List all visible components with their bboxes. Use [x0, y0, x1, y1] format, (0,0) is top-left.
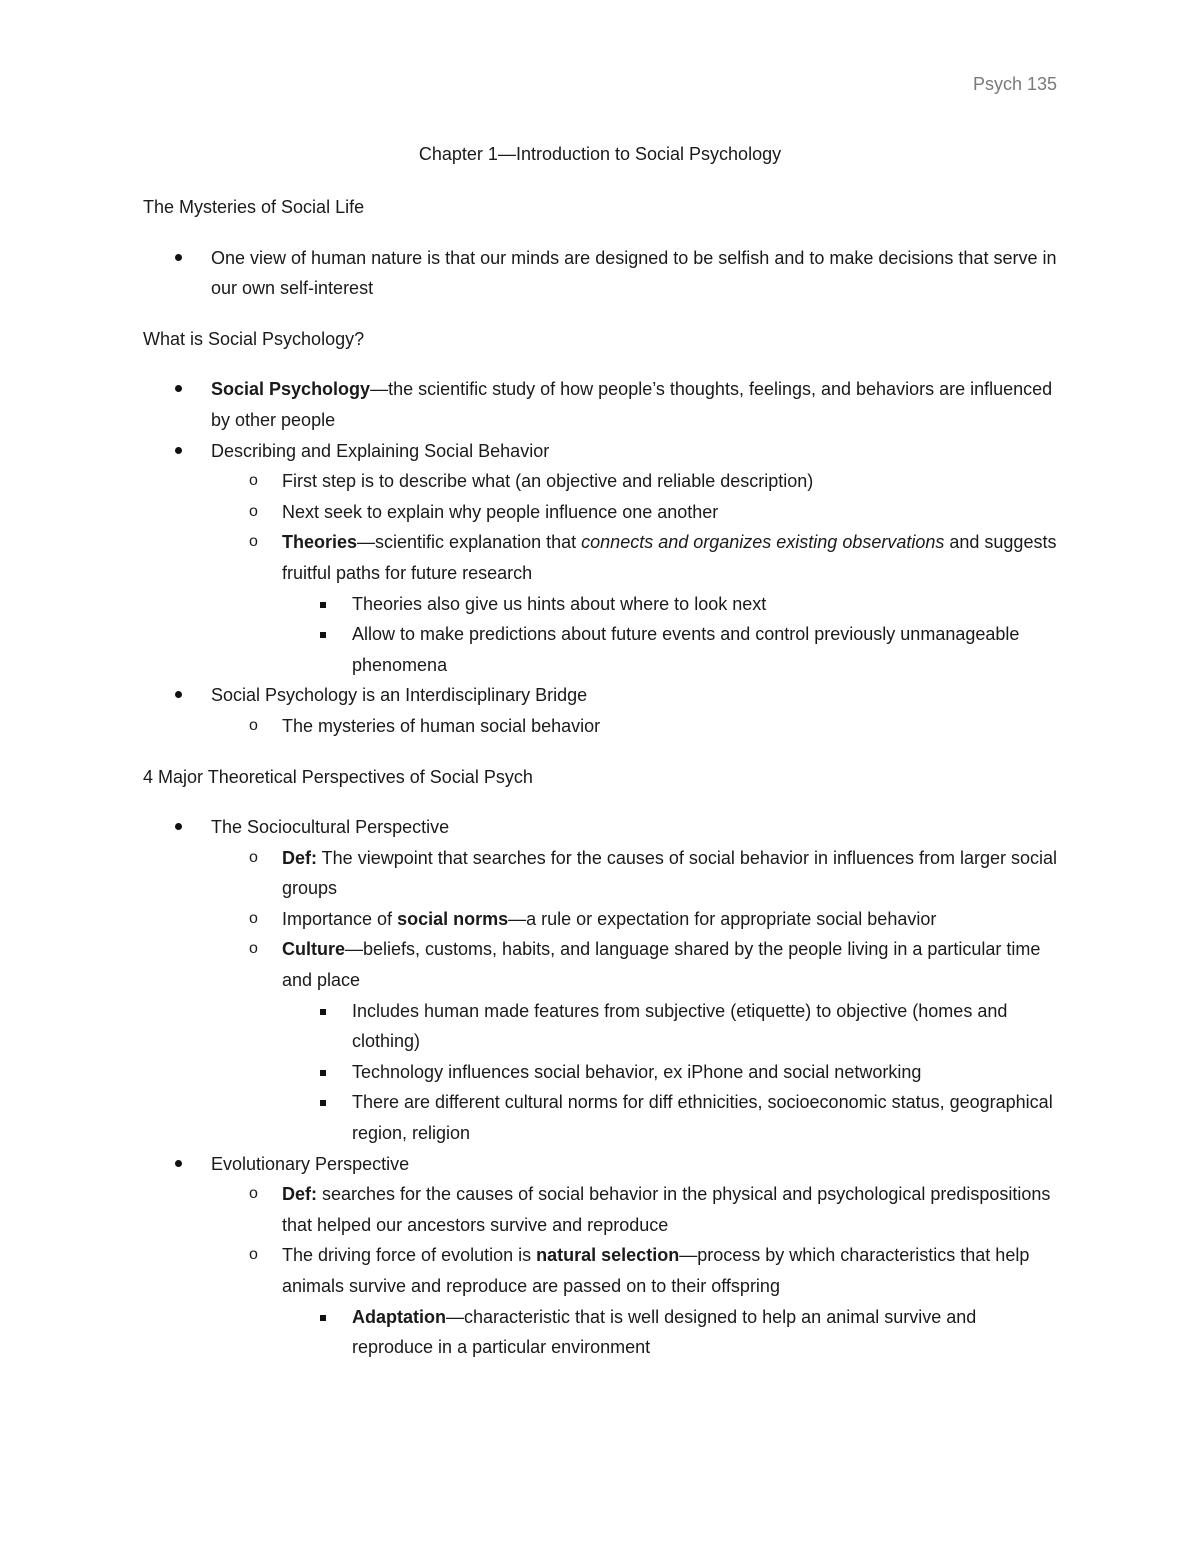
bullet-icon	[173, 680, 183, 710]
sub-sub-list-item	[143, 1057, 1058, 1088]
bullet-icon	[173, 812, 183, 842]
sub-sub-list-item	[143, 619, 1058, 680]
section-what-is	[143, 324, 1058, 742]
item-text: —the scientific study of how people’s thoughts, feelings, and behaviors are influenced by other people	[211, 379, 1053, 430]
item-text: Includes human made features from subjective (etiquette) to objective (homes and clothing)	[352, 1000, 1008, 1052]
item-text: The mysteries of human social behavior	[282, 715, 601, 736]
item-text: searches for the causes of social behavior in the physical and psychological predispositions that helped our ancestors survive and reproduce	[282, 1184, 1051, 1235]
sub-list-item	[143, 1179, 1058, 1240]
list-item	[143, 812, 1058, 843]
item-text: Theories also give us hints about where to look next	[352, 593, 767, 614]
square-bullet-icon	[318, 1057, 328, 1087]
bullet-icon	[173, 374, 183, 404]
circle-bullet-icon: o	[249, 909, 258, 927]
circle-bullet-icon: o	[249, 1185, 258, 1203]
sub-list-item	[143, 1240, 1058, 1301]
item-text-tail: and suggests fruitful paths for future research	[282, 532, 1057, 583]
list-item	[143, 436, 1058, 467]
item-text-prefix: Importance of	[282, 908, 398, 929]
item-text: Next seek to explain why people influence one another	[282, 501, 719, 522]
square-bullet-icon	[318, 619, 328, 649]
section-heading: 4 Major Theoretical Perspectives of Social Psych	[143, 766, 533, 787]
term: Culture	[282, 939, 345, 960]
item-text: First step is to describe what (an objective and reliable description)	[282, 471, 814, 492]
list-item	[143, 243, 1058, 304]
sub-sub-list-item	[143, 996, 1058, 1057]
item-text: —beliefs, customs, habits, and language shared by the people living in a particular time and place	[282, 939, 1041, 991]
circle-bullet-icon: o	[249, 848, 258, 866]
term: Def:	[282, 847, 317, 868]
item-text: —a rule or expectation for appropriate social behavior	[508, 908, 937, 929]
item-text: Allow to make predictions about future events and control previously unmanageable phenomena	[352, 624, 1020, 675]
item-text: —characteristic that is well designed to help an animal survive and reproduce in a particular environment	[352, 1306, 977, 1358]
sub-list-item	[143, 466, 1058, 497]
list-item	[143, 680, 1058, 711]
document-title: Chapter 1—Introduction to Social Psychology	[418, 144, 782, 164]
item-text-prefix: The driving force of evolution is	[282, 1245, 537, 1266]
square-bullet-icon	[318, 1087, 328, 1117]
bullet-icon	[173, 1149, 183, 1179]
circle-bullet-icon: o	[249, 940, 258, 958]
section-heading: What is Social Psychology?	[143, 328, 365, 349]
item-text: —scientific explanation that	[357, 532, 582, 553]
item-text: Evolutionary Perspective	[211, 1153, 410, 1174]
sub-sub-list-item	[143, 1087, 1058, 1148]
list-item	[143, 374, 1058, 435]
item-text: One view of human nature is that our minds are designed to be selfish and to make decisions that serve in our own self-interest	[211, 247, 1057, 299]
term: Def:	[282, 1184, 317, 1205]
sub-list-item	[143, 711, 1058, 742]
list-item	[143, 1149, 1058, 1180]
circle-bullet-icon: o	[249, 502, 258, 520]
term: Social Psychology	[211, 379, 371, 400]
item-text: The Sociocultural Perspective	[211, 817, 450, 838]
square-bullet-icon	[318, 589, 328, 619]
square-bullet-icon	[318, 1302, 328, 1332]
bullet-list	[143, 374, 1058, 741]
item-text: Technology influences social behavior, ex iPhone and social networking	[352, 1061, 922, 1082]
item-text: The viewpoint that searches for the causes of social behavior in influences from larger social groups	[282, 847, 1058, 899]
bullet-icon	[173, 243, 183, 273]
section-perspectives	[143, 762, 1058, 1363]
bullet-list	[143, 243, 1058, 304]
section-heading: The Mysteries of Social Life	[143, 197, 365, 217]
sub-list-item	[143, 934, 1058, 995]
section-mysteries	[143, 192, 1058, 304]
bullet-icon	[173, 436, 183, 466]
sub-sub-list-item	[143, 1302, 1058, 1363]
circle-bullet-icon: o	[249, 716, 258, 734]
sub-list-item	[143, 497, 1058, 528]
sub-list-item	[143, 843, 1058, 904]
page-header: Psych 135	[972, 74, 1057, 94]
sub-list-item	[143, 527, 1058, 588]
square-bullet-icon	[318, 996, 328, 1026]
item-text: Describing and Explaining Social Behavior	[211, 440, 550, 461]
sub-list-item	[143, 904, 1058, 935]
circle-bullet-icon: o	[249, 472, 258, 490]
circle-bullet-icon: o	[249, 533, 258, 551]
term: natural selection	[536, 1245, 680, 1266]
term: Adaptation	[352, 1306, 446, 1327]
item-text: —process by which characteristics that help animals survive and reproduce are passed on to their offspring	[282, 1245, 1030, 1296]
term: Theories	[282, 532, 358, 553]
emphasis: connects and organizes existing observations	[581, 532, 945, 553]
circle-bullet-icon: o	[249, 1246, 258, 1264]
document-body	[143, 192, 1058, 1363]
item-text: Social Psychology is an Interdisciplinary Bridge	[211, 685, 588, 706]
item-text: There are different cultural norms for diff ethnicities, socioeconomic status, geographical region, religion	[352, 1092, 1053, 1144]
sub-sub-list-item	[143, 589, 1058, 620]
term: social norms	[397, 908, 509, 929]
bullet-list	[143, 812, 1058, 1363]
